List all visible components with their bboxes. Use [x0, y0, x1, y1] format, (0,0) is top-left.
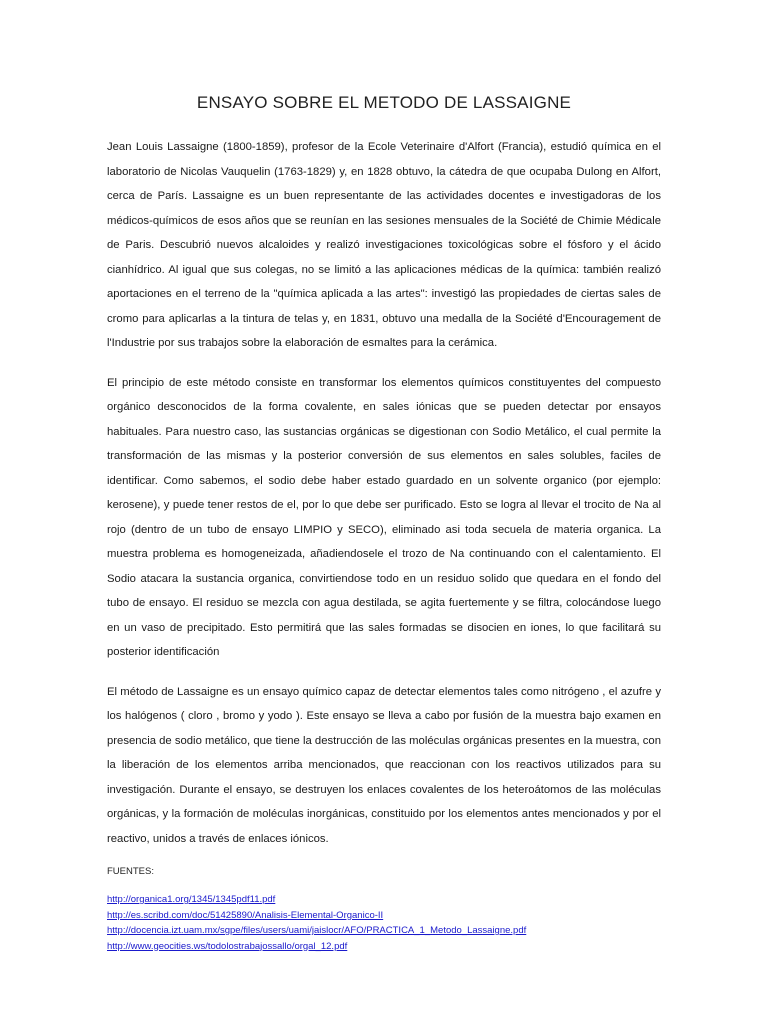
- paragraph-method-principle: El principio de este método consiste en transformar los elementos químicos constituyentes del compuesto orgánico desconocidos de la forma covalente, en sales iónicas que se pueden detectar por ensayos habituales. Para nuestro caso, las sustancias orgánicas se digestionan con Sodio Metálico, el cual permite la transformación de las mismas y la posterior conversión de sus elementos en sales solubles, faciles de identificar. Como sabemos, el sodio debe haber estado guardado en un solvente organico (por ejemplo: kerosene), y puede tener restos de el, por lo que debe ser purificado. Esto se logra al llevar el trocito de Na al rojo (dentro de un tubo de ensayo LIMPIO y SECO), eliminado asi toda secuela de materia organica. La muestra problema es homogeneizada, añadiendosele el trozo de Na continuando con el calentamiento. El Sodio atacara la sustancia organica, convirtiendose todo en un residuo solido que quedara en el fondo del tubo de ensayo. El residuo se mezcla con agua destilada, se agita fuertemente y se filtra, colocándose luego en un vaso de precipitado. Esto permitirá que las sales formadas se disocien en iones, lo que facilitará su posterior identificación: [107, 376, 661, 658]
- source-link-2[interactable]: http://es.scribd.com/doc/51425890/Analisis-Elemental-Organico-II: [107, 909, 384, 921]
- paragraph-lassaigne-biography: Jean Louis Lassaigne (1800-1859), profesor de la Ecole Veterinaire d'Alfort (Francia), estudió química en el laboratorio de Nicolas Vauquelin (1763-1829) y, en 1828 obtuvo, la cátedra de que ocupaba Dulong en Alfort, cerca de París. Lassaigne es un buen representante de las actividades docentes e investigadoras de los médicos-químicos de esos años que se reunían en las sesiones mensuales de la Société de Chimie Médicale de Paris. Descubrió nuevos alcaloides y realizó investigaciones toxicológicas sobre el fósforo y el ácido cianhídrico. Al igual que sus colegas, no se limitó a las aplicaciones médicas de la química: también realizó aportaciones en el terreno de la "química aplicada a las artes": investigó las propiedades de ciertas sales de cromo para aplicarlas a la tintura de telas y, en 1831, obtuvo una medalla de la Société d'Encouragement de l'Industrie por sus trabajos sobre la elaboración de esmaltes para la cerámica.: [107, 141, 661, 349]
- paragraph-method-description: El método de Lassaigne es un ensayo químico capaz de detectar elementos tales como nitrógeno , el azufre y los halógenos ( cloro , bromo y yodo ). Este ensayo se lleva a cabo por fusión de la muestra bajo examen en presencia de sodio metálico, que tiene la destrucción de las moléculas orgánicas presentes en la muestra, con la liberación de los elementos arriba mencionados, que reaccionan con los reactivos utilizados para su investigación. Durante el ensayo, se destruyen los enlaces covalentes de los heteroátomos de las moléculas orgánicas, y la formación de moléculas inorgánicas, constituido por los elementos antes mencionados y por el reactivo, unidos a través de enlaces iónicos.: [107, 685, 661, 845]
- sources-heading: FUENTES:: [107, 866, 154, 877]
- source-link-3[interactable]: http://docencia.izt.uam.mx/sgpe/files/users/uami/jaislocr/AFO/PRACTICA_1_Metodo_Lassaigne.pdf: [107, 925, 527, 936]
- sources-list: [107, 892, 661, 954]
- source-link-4[interactable]: http://www.geocities.ws/todolostrabajossallo/orgal_12.pdf: [107, 940, 348, 952]
- source-link-1[interactable]: http://organica1.org/1345/1345pdf11.pdf: [107, 894, 276, 905]
- document-title: ENSAYO SOBRE EL METODO DE LASSAIGNE: [196, 93, 572, 112]
